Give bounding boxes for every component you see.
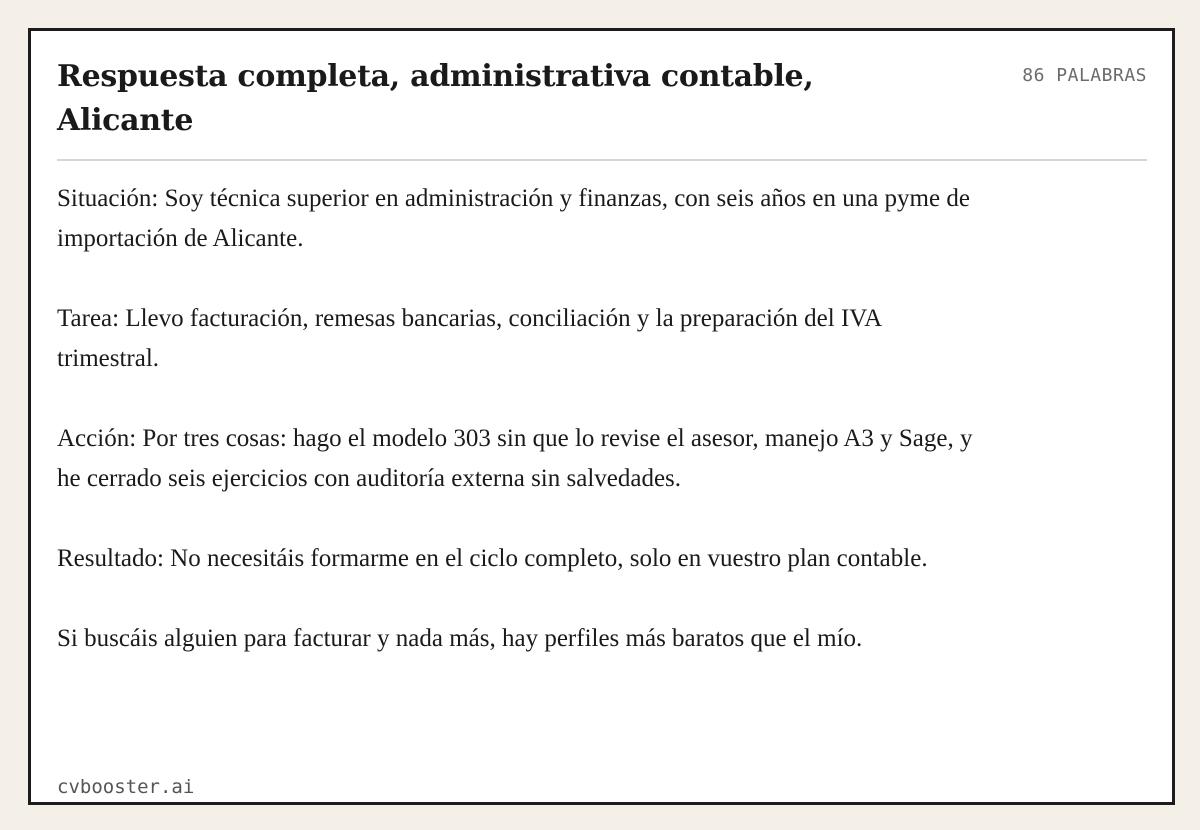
answer-body — [57, 179, 987, 699]
card-title: Respuesta completa, administrativa contable, Alicante — [57, 59, 814, 138]
footer-brand: cvbooster.ai — [57, 776, 195, 798]
answer-card — [28, 28, 1175, 805]
paragraph-closing: Si buscáis alguien para facturar y nada más, hay perfiles más baratos que el mío. — [57, 625, 863, 652]
word-count-badge: 86 PALABRAS — [1022, 65, 1147, 86]
paragraph-tarea: Tarea: Llevo facturación, remesas bancarias, conciliación y la preparación del IVA trimestral. — [57, 305, 881, 372]
paragraph-resultado: Resultado: No necesitáis formarme en el ciclo completo, solo en vuestro plan contable. — [57, 545, 928, 572]
paragraph-accion: Acción: Por tres cosas: hago el modelo 303 sin que lo revise el asesor, manejo A3 y Sage, y he cerrado seis ejercicios con auditoría externa sin salvedades. — [57, 425, 973, 492]
paragraph-situacion: Situación: Soy técnica superior en administración y finanzas, con seis años en una pyme de importación de Alicante. — [57, 185, 970, 252]
header-divider — [57, 159, 1147, 161]
